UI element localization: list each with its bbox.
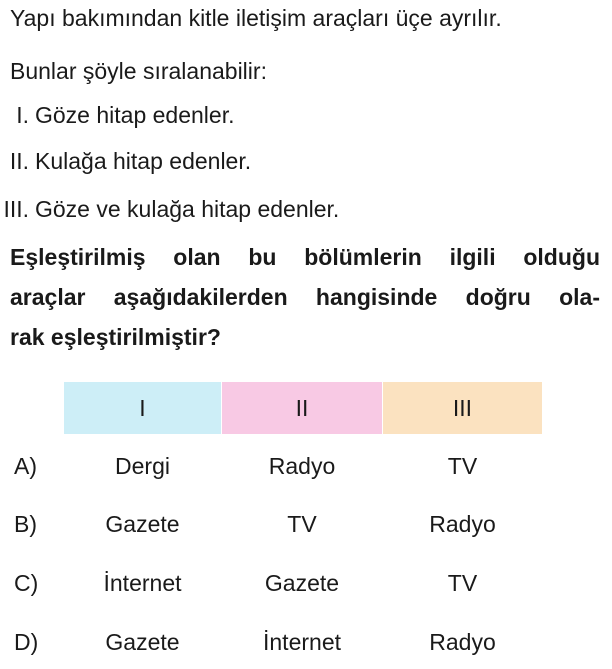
option-cell: TV xyxy=(447,570,478,596)
intro-line-2: Bunlar şöyle sıralanabilir: xyxy=(10,58,267,84)
item-number: II. xyxy=(9,148,29,174)
option-cell: TV xyxy=(447,453,478,479)
option-cell: İnternet xyxy=(103,570,182,596)
option-cell: Dergi xyxy=(115,453,170,479)
option-letter: B) xyxy=(14,511,37,537)
option-cell: Radyo xyxy=(268,453,336,479)
header-cell-1: I xyxy=(64,382,221,434)
option-cell: TV xyxy=(287,511,317,537)
item-number: III. xyxy=(3,196,29,222)
question-text xyxy=(10,243,600,363)
option-letter: A) xyxy=(14,453,37,479)
option-cell: Gazete xyxy=(105,629,180,655)
question-line-3: rak eşleştirilmiştir? xyxy=(10,324,221,350)
header-cell-3: III xyxy=(382,382,542,434)
option-b-row[interactable] xyxy=(0,504,612,544)
list-item xyxy=(0,101,234,129)
option-cell: Radyo xyxy=(429,511,496,537)
item-number: I. xyxy=(16,102,29,128)
list-item xyxy=(0,147,251,175)
table-header xyxy=(64,382,542,434)
option-letter: C) xyxy=(14,570,39,596)
item-text: Göze ve kulağa hitap edenler. xyxy=(35,196,340,222)
option-cell: Radyo xyxy=(429,629,496,655)
option-a-row[interactable] xyxy=(0,446,612,486)
option-letter: D) xyxy=(14,629,39,655)
question-line-1: Eşleştirilmiş olan bu bölümlerin ilgili olduğu xyxy=(10,244,600,270)
item-text: Göze hitap edenler. xyxy=(35,102,235,128)
item-text: Kulağa hitap edenler. xyxy=(35,148,252,174)
list-item xyxy=(0,195,339,223)
option-cell: İnternet xyxy=(263,629,341,655)
option-cell: Gazete xyxy=(264,570,340,596)
header-cell-2: II xyxy=(221,382,382,434)
option-cell: Gazete xyxy=(105,511,180,537)
option-d-row[interactable] xyxy=(0,622,612,662)
intro-line-1: Yapı bakımından kitle iletişim araçları üçe ayrılır. xyxy=(10,5,502,31)
option-c-row[interactable] xyxy=(0,563,612,603)
question-line-2: araçlar aşağıdakilerden hangisinde doğru ola- xyxy=(10,284,600,310)
